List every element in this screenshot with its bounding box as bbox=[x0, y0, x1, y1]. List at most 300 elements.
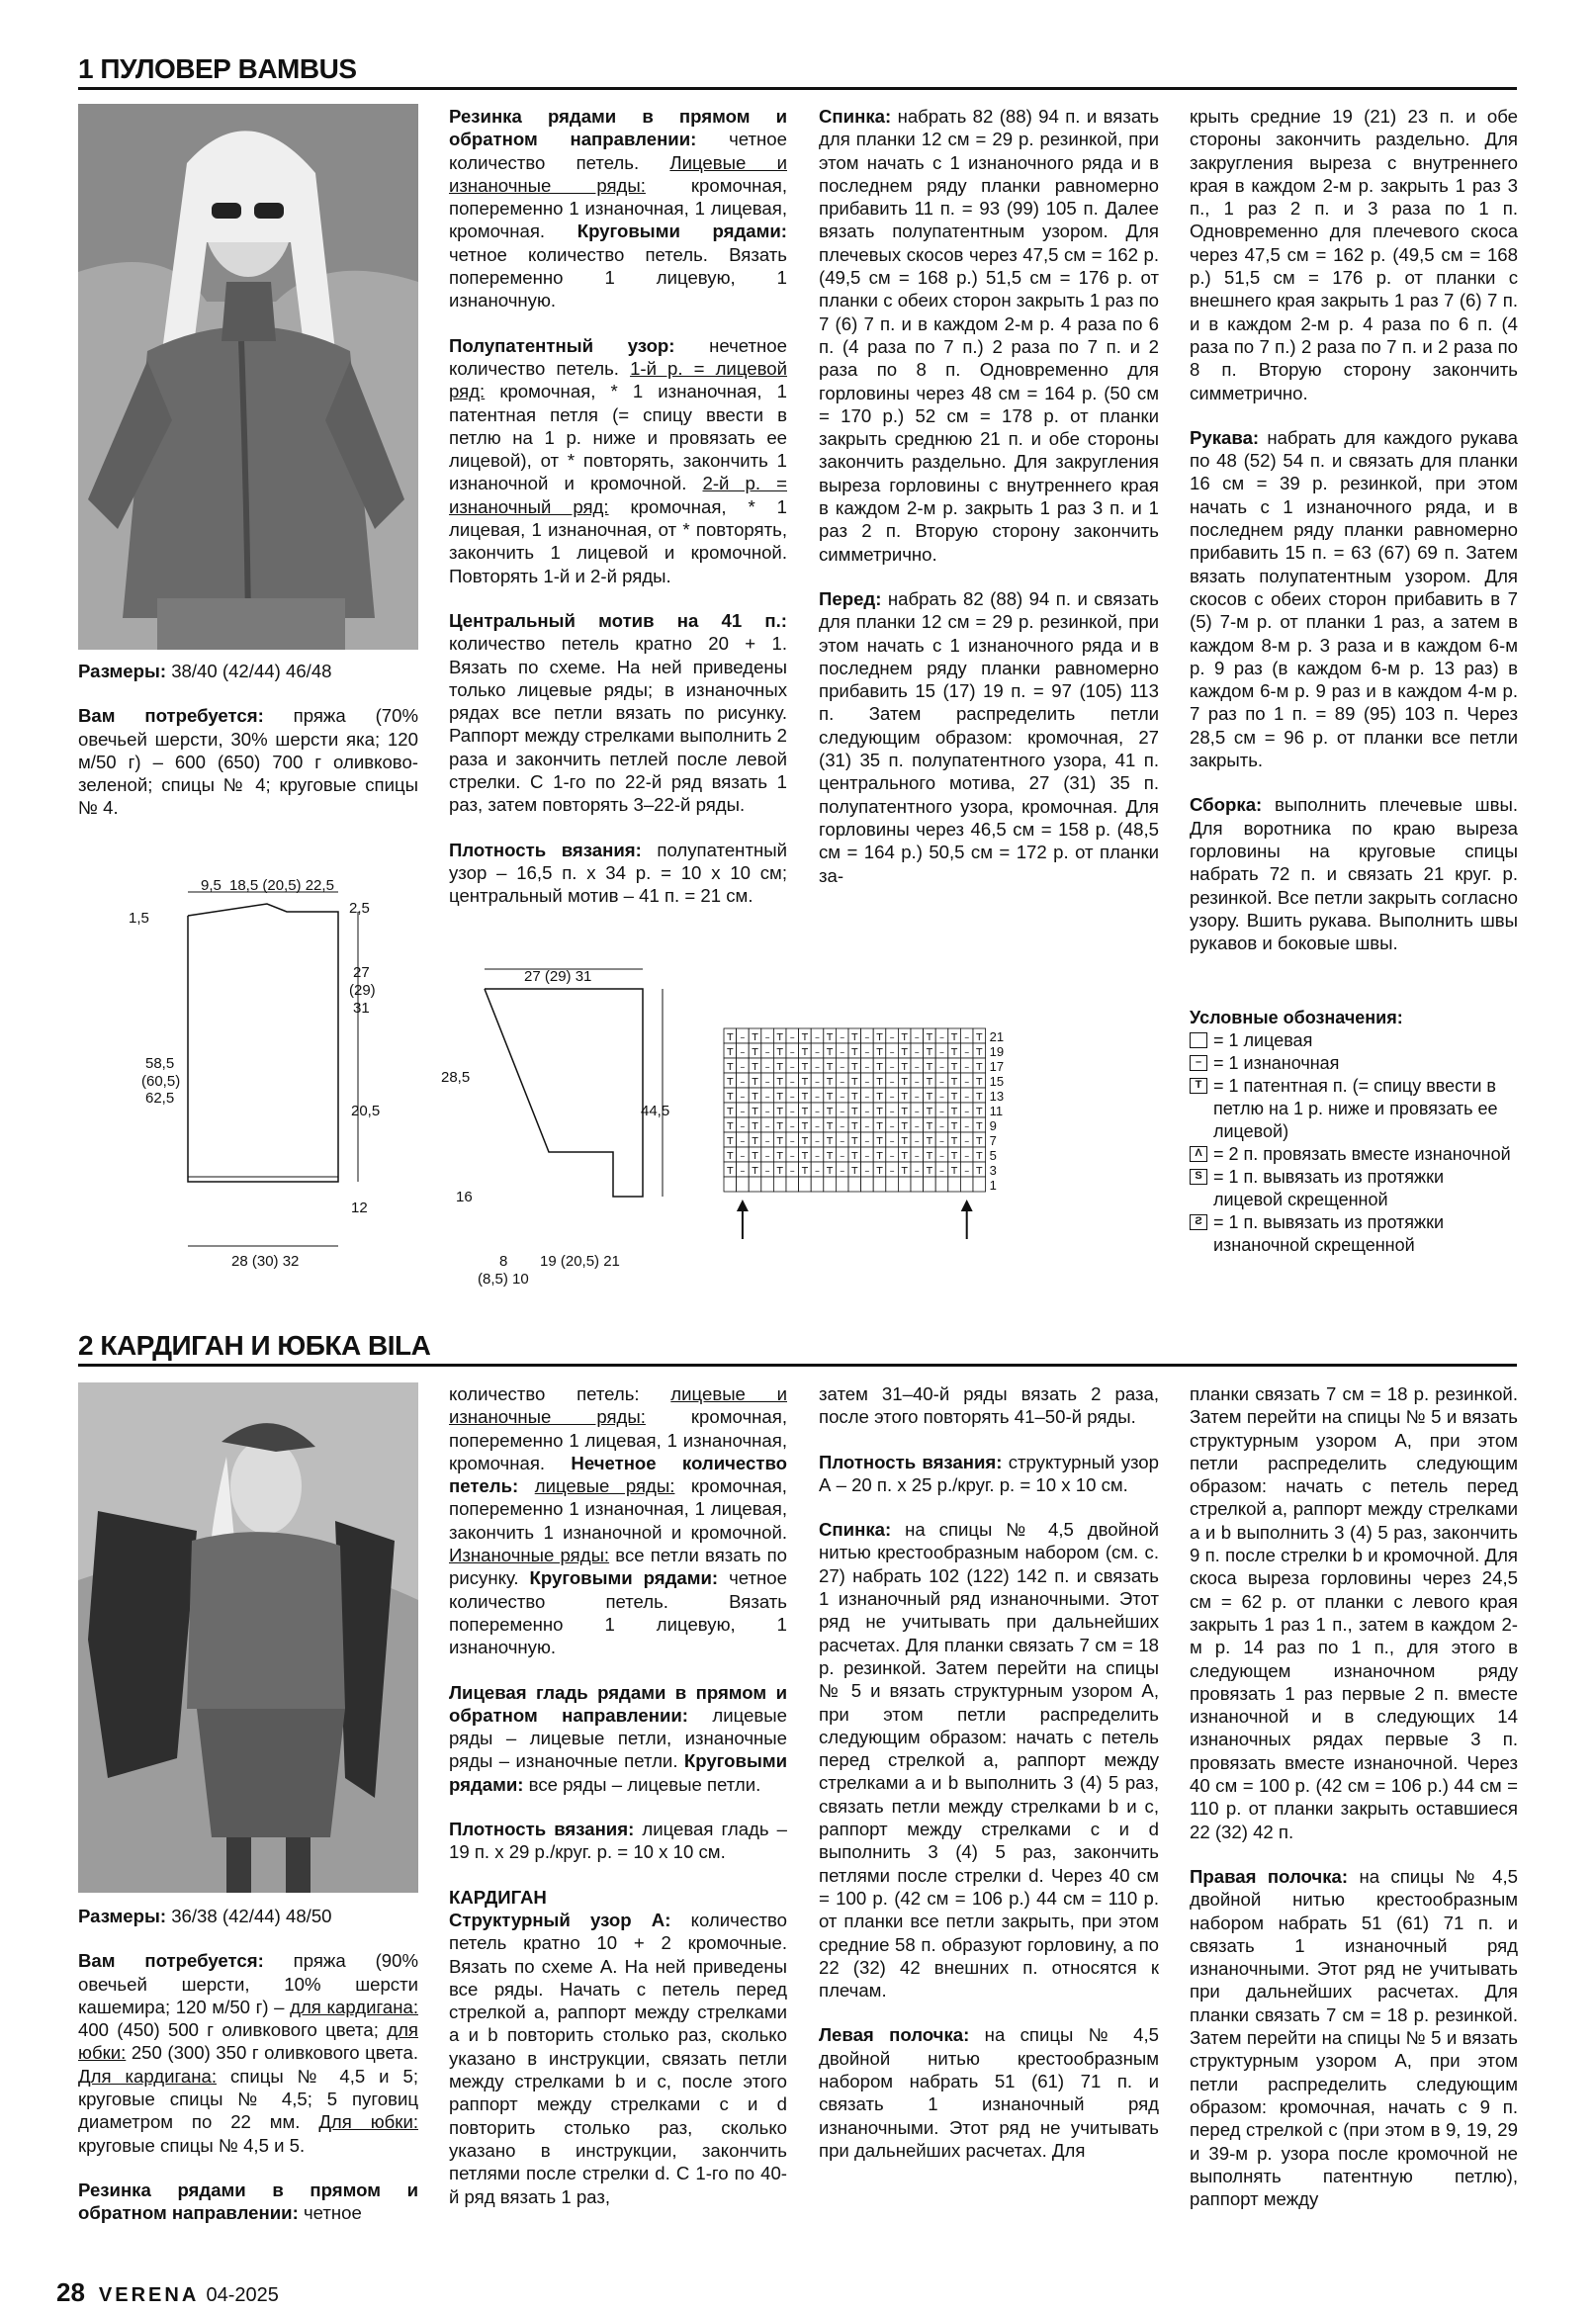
chart-cell bbox=[898, 1103, 911, 1117]
chart-cell bbox=[960, 1117, 973, 1132]
chart-cell bbox=[948, 1162, 961, 1177]
svg-text:T: T bbox=[901, 1121, 908, 1132]
cardigan-heading: КАРДИГАН bbox=[449, 1886, 547, 1908]
svg-text:T: T bbox=[926, 1121, 932, 1132]
chart-cell bbox=[749, 1088, 761, 1103]
chart-cell bbox=[848, 1043, 861, 1058]
rib-round-label: Круговыми рядами: bbox=[576, 221, 787, 242]
dim-right-upper: 27 bbox=[353, 964, 370, 981]
dim-right-upper2: (29) bbox=[349, 982, 376, 999]
chart-cell bbox=[811, 1028, 824, 1043]
svg-text:T: T bbox=[976, 1077, 983, 1088]
chart-cell bbox=[873, 1043, 886, 1058]
svg-text:–: – bbox=[764, 1092, 770, 1103]
chart-cell bbox=[873, 1147, 886, 1162]
svg-text:T: T bbox=[727, 1062, 734, 1073]
s2-col3 bbox=[819, 1382, 1159, 2183]
chart-row-label: 7 bbox=[989, 1133, 997, 1148]
dim-right-low: 12 bbox=[351, 1200, 368, 1216]
svg-text:–: – bbox=[789, 1151, 795, 1162]
svg-text:–: – bbox=[964, 1151, 970, 1162]
svg-text:T: T bbox=[801, 1062, 808, 1073]
chart-cell bbox=[811, 1073, 824, 1088]
chart-cell bbox=[724, 1177, 737, 1192]
chart-cell bbox=[960, 1073, 973, 1088]
svg-text:T: T bbox=[926, 1047, 932, 1058]
m1-knit-symbol-icon: S bbox=[1190, 1169, 1207, 1185]
arrow-up-icon bbox=[961, 1200, 973, 1239]
svg-text:T: T bbox=[827, 1047, 834, 1058]
svg-text:T: T bbox=[801, 1151, 808, 1162]
svg-text:T: T bbox=[851, 1077, 858, 1088]
svg-text:T: T bbox=[801, 1107, 808, 1117]
rib-text: все петли вязать по рисунку. bbox=[449, 1545, 788, 1589]
chart-cell bbox=[761, 1058, 774, 1073]
chart-cell bbox=[824, 1058, 837, 1073]
chart-cell bbox=[960, 1147, 973, 1162]
svg-text:–: – bbox=[840, 1092, 845, 1103]
svg-text:T: T bbox=[827, 1062, 834, 1073]
chart-cell bbox=[724, 1073, 737, 1088]
chart-cell bbox=[773, 1177, 786, 1192]
chart-cell bbox=[973, 1043, 986, 1058]
svg-text:–: – bbox=[789, 1032, 795, 1043]
svg-text:–: – bbox=[964, 1136, 970, 1147]
chart-cell bbox=[886, 1117, 899, 1132]
svg-text:–: – bbox=[914, 1121, 920, 1132]
chart-row-label: 13 bbox=[989, 1089, 1005, 1104]
svg-text:–: – bbox=[914, 1062, 920, 1073]
back-title: Спинка: bbox=[819, 106, 892, 127]
svg-text:–: – bbox=[914, 1047, 920, 1058]
chart-cell bbox=[786, 1132, 799, 1147]
svg-text:–: – bbox=[764, 1151, 770, 1162]
rib-text: четное bbox=[303, 2202, 362, 2224]
struct-title: Структурный узор А: bbox=[449, 1909, 671, 1930]
chart-cell bbox=[861, 1177, 874, 1192]
section-title-1: 1 ПУЛОВЕР BAMBUS bbox=[78, 53, 357, 84]
chart-cell bbox=[886, 1103, 899, 1117]
chart-cell bbox=[761, 1132, 774, 1147]
chart-cell bbox=[773, 1147, 786, 1162]
left-front-title: Левая полочка: bbox=[819, 2024, 970, 2046]
chart-cell bbox=[749, 1028, 761, 1043]
svg-text:T: T bbox=[752, 1047, 758, 1058]
chart-cell bbox=[836, 1177, 848, 1192]
svg-text:–: – bbox=[889, 1077, 895, 1088]
svg-text:T: T bbox=[776, 1092, 783, 1103]
chart-cell bbox=[749, 1162, 761, 1177]
sleeve-dim-left: 28,5 bbox=[441, 1069, 471, 1086]
right-front-text: на спицы № 4,5 двойной нитью крестообразным набором набрать 51 (61) 71 п. и связать 1 изнаночный ряд изнаночными. Этот ряд не учитывать при дальнейших расчетах. Для планки связать 7 см = 18 р. резинкой. Затем перейти на спицы № 5 и вязать структурным узором А, при этом петли распределить следующим образом: кромочная, начать с 9 п. перед стрелкой с (при этом в 9, 19, 29 и 39-м р. узора после кромочной не выполнять патентную петлю), раппорт между bbox=[1190, 1865, 1518, 2210]
semi-row2: 2-й р. = изнаночный ряд: bbox=[449, 473, 787, 517]
chart-cell bbox=[848, 1028, 861, 1043]
chart-cell bbox=[799, 1177, 812, 1192]
page-footer bbox=[56, 2277, 279, 2308]
legend-item: T = 1 патентная п. (= спицу ввести в петлю на 1 р. ниже и провязать ее лицевой) bbox=[1190, 1075, 1516, 1143]
chart-cell bbox=[898, 1162, 911, 1177]
svg-text:–: – bbox=[740, 1047, 746, 1058]
purl-symbol-icon: – bbox=[1190, 1055, 1207, 1071]
chart-cell bbox=[924, 1043, 936, 1058]
svg-text:T: T bbox=[951, 1166, 958, 1177]
assembly-text: выполнить плечевые швы. Для воротника по краю выреза горловины на круговые спицы набрать 72 п. и связать 21 круг. р. резинкой. Все петли закрыть согласно узору. Вшить рукава. Выполнить швы рукавов и боковые швы. bbox=[1190, 794, 1518, 954]
rib-subhead: Изнаночные ряды: bbox=[449, 1545, 610, 1566]
chart-cell bbox=[811, 1147, 824, 1162]
svg-text:–: – bbox=[964, 1062, 970, 1073]
svg-text:T: T bbox=[951, 1092, 958, 1103]
chart-row-label: 1 bbox=[989, 1178, 997, 1193]
chart-cell bbox=[873, 1177, 886, 1192]
back-text: на спицы № 4,5 двойной нитью крестообразным набором (см. с. 27) набрать 102 (122) 142 п. и связать 1 изнаночный ряд изнаночными. Этот ряд не учитывать при дальнейших расчетах. Для планки связать 7 см = 18 р. резинкой. Затем перейти на спицы № 5 и вязать структурным узором А, при этом петли распределить следующим образом: начать с петель перед стрелкой а, раппорт между стрелками а и b выполнить 3 (4) 5 раз, связать петли между стрелками b и c, раппорт между стрелками c и d выполнить 3 (4) 5 раз, закончить петлями после стрелки d. Через 40 см = 100 р. (42 см = 106 р.) 44 см = 110 р. от планки все петли закрыть, при этом средние 58 п. образуют горловину, а по 22 (32) 42 внешних п. относятся к плечам. bbox=[819, 1519, 1159, 2002]
svg-text:–: – bbox=[764, 1121, 770, 1132]
back-text: набрать 82 (88) 94 п. и вязать для планки 12 см = 29 р. резинкой, при этом начать с 1 изнаночного ряда и в последнем ряду планки равномерно прибавить 11 п. = 93 (99) 105 п. Далее вязать полупатентным узором. Для плечевых скосов через 47,5 см = 162 р. (49,5 см = 168 р.) 51,5 см = 176 р. от планки с обеих сторон закрыть 1 раз по 7 (6) 7 п. и в каждом 2-м р. 4 раза по 6 п. (4 раза по 7 п.) 2 раза по 7 п. и 2 раза по 8 п. Одновременно для горловины через 48 см = 164 р. (50 см = 170 р.) 52 см = 178 р. от планки закрыть среднюю 21 п. и обе стороны закончить раздельно. Для закругления выреза горловины с внутреннего края в каждом 2-м р. закрыть 1 раз 3 п. и 1 раз 2 п. Вторую сторону закончить симметрично. bbox=[819, 106, 1160, 565]
svg-text:T: T bbox=[801, 1166, 808, 1177]
chart-cell bbox=[811, 1043, 824, 1058]
svg-text:T: T bbox=[801, 1136, 808, 1147]
chart-cell bbox=[799, 1162, 812, 1177]
assembly-title: Сборка: bbox=[1190, 794, 1263, 816]
chart-cell bbox=[960, 1058, 973, 1073]
chart-cell bbox=[724, 1088, 737, 1103]
chart-cell bbox=[898, 1058, 911, 1073]
svg-text:T: T bbox=[851, 1092, 858, 1103]
svg-text:T: T bbox=[752, 1032, 758, 1043]
svg-text:T: T bbox=[926, 1062, 932, 1073]
svg-text:T: T bbox=[876, 1107, 883, 1117]
svg-text:–: – bbox=[864, 1151, 870, 1162]
chart-cell bbox=[737, 1073, 750, 1088]
svg-text:–: – bbox=[740, 1062, 746, 1073]
chart-cell bbox=[935, 1073, 948, 1088]
chart-cell bbox=[960, 1103, 973, 1117]
chart-cell bbox=[973, 1058, 986, 1073]
svg-text:–: – bbox=[939, 1151, 944, 1162]
chart-cell bbox=[935, 1132, 948, 1147]
svg-text:–: – bbox=[740, 1107, 746, 1117]
svg-text:–: – bbox=[964, 1166, 970, 1177]
rib-title: Резинка рядами в прямом и обратном направлении: bbox=[78, 2179, 418, 2224]
sleeve-dim-right: 44,5 bbox=[641, 1103, 670, 1119]
semi-text: кромочная, * 1 лицевая, 1 изнаночная, от * повторять, закончить 1 лицевой и кромочной. Повторять 1-й и 2-й ряды. bbox=[449, 495, 788, 586]
chart-cell bbox=[911, 1147, 924, 1162]
chart-cell bbox=[924, 1132, 936, 1147]
back-title: Спинка: bbox=[819, 1519, 892, 1541]
svg-text:T: T bbox=[976, 1092, 983, 1103]
gauge-text: структурный узор А – 20 п. х 25 р./круг. р. = 10 х 10 см. bbox=[819, 1451, 1159, 1495]
svg-text:–: – bbox=[815, 1062, 820, 1073]
svg-text:T: T bbox=[851, 1151, 858, 1162]
legend-item: Ƨ = 1 п. вывязать из протяжки изнаночной скрещенной bbox=[1190, 1211, 1516, 1257]
chart-cell bbox=[886, 1147, 899, 1162]
chart-cell bbox=[799, 1147, 812, 1162]
chart-cell bbox=[836, 1162, 848, 1177]
svg-text:–: – bbox=[864, 1047, 870, 1058]
chart-cell bbox=[749, 1132, 761, 1147]
chart-cell bbox=[724, 1132, 737, 1147]
materials-label: Вам потребуется: bbox=[78, 1950, 264, 1972]
chart-cell bbox=[724, 1043, 737, 1058]
svg-text:T: T bbox=[976, 1136, 983, 1147]
chart-cell bbox=[935, 1058, 948, 1073]
sleeve-dim-bottom-b: 19 (20,5) 21 bbox=[540, 1253, 620, 1270]
chart-cell bbox=[811, 1162, 824, 1177]
motif-text: количество петель кратно 20 + 1. Вязать по схеме. На ней приведены только лицевые ряды; в изнаночных рядах все петли вязать по рисунку. Раппорт между стрелками выполнить 2 раза и закончить петлей после левой стрелки. С 1-го по 22-й ряд вязать 1 раз, затем повторять 3–22-й ряды. bbox=[449, 633, 787, 816]
rib-text: четное количество петель. Вязать попеременно 1 лицевую, 1 изнаночную. bbox=[449, 1567, 787, 1658]
chart-cell bbox=[724, 1162, 737, 1177]
svg-text:–: – bbox=[939, 1047, 944, 1058]
svg-text:–: – bbox=[840, 1047, 845, 1058]
chart-cell bbox=[773, 1103, 786, 1117]
chart-cell bbox=[824, 1088, 837, 1103]
svg-text:–: – bbox=[914, 1032, 920, 1043]
svg-text:T: T bbox=[727, 1136, 734, 1147]
svg-text:–: – bbox=[815, 1092, 820, 1103]
left-front-text: на спицы № 4,5 двойной нитью крестообразным набором набрать 51 (61) 71 п. и связать 1 изнаночный ряд изнаночными. Этот ряд не учитывать при дальнейших расчетах. Для bbox=[819, 2024, 1160, 2161]
svg-text:T: T bbox=[801, 1032, 808, 1043]
dim-left-total: 58,5 bbox=[145, 1055, 175, 1072]
chart-cell bbox=[924, 1073, 936, 1088]
svg-text:T: T bbox=[976, 1047, 983, 1058]
chart-cell bbox=[898, 1043, 911, 1058]
svg-text:T: T bbox=[851, 1121, 858, 1132]
chart-cell bbox=[773, 1117, 786, 1132]
svg-text:–: – bbox=[764, 1107, 770, 1117]
chart-cell bbox=[935, 1162, 948, 1177]
svg-text:–: – bbox=[740, 1092, 746, 1103]
svg-text:–: – bbox=[889, 1092, 895, 1103]
svg-text:T: T bbox=[976, 1151, 983, 1162]
legend-item: = 1 лицевая bbox=[1190, 1029, 1516, 1052]
stockinette-text: все ряды – лицевые петли. bbox=[528, 1773, 761, 1795]
svg-text:T: T bbox=[776, 1136, 783, 1147]
chart-cell bbox=[898, 1147, 911, 1162]
svg-text:–: – bbox=[764, 1032, 770, 1043]
chart-cell bbox=[773, 1028, 786, 1043]
chart-cell bbox=[737, 1058, 750, 1073]
chart-cell bbox=[824, 1117, 837, 1132]
chart-cell bbox=[911, 1043, 924, 1058]
rib-text: четное количество петель. Вязать попеременно 1 лицевую, 1 изнаночную. bbox=[449, 243, 787, 311]
chart-cell bbox=[836, 1028, 848, 1043]
chart-cell bbox=[824, 1028, 837, 1043]
svg-text:T: T bbox=[827, 1121, 834, 1132]
chart-cell bbox=[811, 1117, 824, 1132]
svg-text:T: T bbox=[876, 1166, 883, 1177]
chart-cell bbox=[737, 1088, 750, 1103]
chart-cell bbox=[898, 1073, 911, 1088]
svg-text:T: T bbox=[727, 1047, 734, 1058]
chart-cell bbox=[873, 1028, 886, 1043]
s2-col4 bbox=[1190, 1382, 1518, 2232]
svg-text:–: – bbox=[889, 1047, 895, 1058]
chart-cell bbox=[737, 1132, 750, 1147]
svg-text:T: T bbox=[776, 1151, 783, 1162]
chart-cell bbox=[737, 1103, 750, 1117]
s1-col4 bbox=[1190, 105, 1518, 976]
svg-text:T: T bbox=[876, 1151, 883, 1162]
svg-text:–: – bbox=[889, 1166, 895, 1177]
svg-text:–: – bbox=[964, 1047, 970, 1058]
chart-cell bbox=[960, 1043, 973, 1058]
chart-cell bbox=[973, 1028, 986, 1043]
svg-text:T: T bbox=[752, 1107, 758, 1117]
svg-text:T: T bbox=[776, 1062, 783, 1073]
legend bbox=[1190, 1007, 1516, 1257]
chart-cell bbox=[848, 1058, 861, 1073]
chart-cell bbox=[848, 1132, 861, 1147]
s1-col1 bbox=[78, 660, 418, 842]
chart-row-label: 21 bbox=[989, 1029, 1005, 1044]
stockinette-text: лицевые ряды – лицевые петли, изнаночные ряды – изнаночные петли. bbox=[449, 1704, 787, 1772]
svg-text:–: – bbox=[815, 1032, 820, 1043]
svg-text:T: T bbox=[926, 1032, 932, 1043]
svg-text:–: – bbox=[964, 1032, 970, 1043]
chart-cell bbox=[861, 1117, 874, 1132]
chart-cell bbox=[948, 1088, 961, 1103]
chart-cell bbox=[799, 1058, 812, 1073]
svg-text:–: – bbox=[964, 1077, 970, 1088]
svg-text:T: T bbox=[827, 1107, 834, 1117]
svg-text:T: T bbox=[827, 1151, 834, 1162]
svg-text:T: T bbox=[752, 1151, 758, 1162]
chart-cell bbox=[799, 1028, 812, 1043]
svg-text:T: T bbox=[901, 1062, 908, 1073]
svg-text:T: T bbox=[951, 1151, 958, 1162]
chart-cell bbox=[737, 1043, 750, 1058]
chart-cell bbox=[761, 1177, 774, 1192]
svg-text:T: T bbox=[727, 1151, 734, 1162]
materials-text: круговые спицы № 4,5 и 5. bbox=[78, 2134, 306, 2156]
svg-text:–: – bbox=[789, 1121, 795, 1132]
svg-text:–: – bbox=[840, 1151, 845, 1162]
chart-cell bbox=[861, 1103, 874, 1117]
materials-text: 400 (450) 500 г оливкового цвета; bbox=[78, 2019, 379, 2041]
svg-text:T: T bbox=[876, 1077, 883, 1088]
svg-text:–: – bbox=[789, 1092, 795, 1103]
semi-text: нечетное количество петель. bbox=[449, 334, 787, 379]
svg-text:T: T bbox=[926, 1092, 932, 1103]
materials-subhead: для кардигана: bbox=[290, 1996, 418, 2017]
svg-text:T: T bbox=[851, 1166, 858, 1177]
svg-text:–: – bbox=[939, 1136, 944, 1147]
chart-cell bbox=[749, 1043, 761, 1058]
chart-cell bbox=[886, 1162, 899, 1177]
chart-cell bbox=[773, 1132, 786, 1147]
svg-text:T: T bbox=[776, 1166, 783, 1177]
svg-text:–: – bbox=[815, 1151, 820, 1162]
svg-text:T: T bbox=[727, 1032, 734, 1043]
chart-cell bbox=[973, 1117, 986, 1132]
svg-text:T: T bbox=[926, 1151, 932, 1162]
chart-cell bbox=[935, 1088, 948, 1103]
rib-subhead: лицевые и изнаночные ряды: bbox=[449, 1383, 787, 1428]
chart-cell bbox=[786, 1117, 799, 1132]
chart-cell bbox=[749, 1073, 761, 1088]
chart-cell bbox=[749, 1177, 761, 1192]
chart-cell bbox=[935, 1028, 948, 1043]
chart-row-label: 5 bbox=[989, 1148, 997, 1163]
svg-text:T: T bbox=[926, 1107, 932, 1117]
svg-text:T: T bbox=[776, 1107, 783, 1117]
svg-text:–: – bbox=[939, 1166, 944, 1177]
chart-cell bbox=[898, 1132, 911, 1147]
chart-row-label: 15 bbox=[989, 1074, 1005, 1089]
chart-cell bbox=[861, 1147, 874, 1162]
section-rule-1 bbox=[78, 87, 1517, 90]
sizes-value: 36/38 (42/44) 48/50 bbox=[171, 1906, 332, 1926]
materials-subhead: Для юбки: bbox=[318, 2111, 418, 2133]
svg-text:T: T bbox=[976, 1032, 983, 1043]
chart-cell bbox=[824, 1103, 837, 1117]
svg-text:–: – bbox=[939, 1107, 944, 1117]
chart-row-label: 17 bbox=[989, 1059, 1005, 1074]
chart-cell bbox=[824, 1073, 837, 1088]
chart-cell bbox=[737, 1117, 750, 1132]
svg-text:–: – bbox=[764, 1062, 770, 1073]
chart-cell bbox=[924, 1103, 936, 1117]
chart-cell bbox=[948, 1117, 961, 1132]
chart-cell bbox=[886, 1088, 899, 1103]
svg-text:–: – bbox=[740, 1166, 746, 1177]
svg-text:T: T bbox=[901, 1107, 908, 1117]
gauge-title: Плотность вязания: bbox=[449, 839, 642, 860]
svg-text:–: – bbox=[964, 1107, 970, 1117]
s1-col2 bbox=[449, 105, 787, 930]
svg-text:T: T bbox=[901, 1136, 908, 1147]
sleeve-dim-bottom-a: 8 bbox=[499, 1253, 508, 1270]
chart-cell bbox=[948, 1073, 961, 1088]
dim-left-total2: (60,5) bbox=[141, 1073, 181, 1090]
materials-label: Вам потребуется: bbox=[78, 705, 264, 727]
svg-text:–: – bbox=[789, 1047, 795, 1058]
chart-cell bbox=[811, 1103, 824, 1117]
chart-cell bbox=[960, 1132, 973, 1147]
svg-text:–: – bbox=[964, 1121, 970, 1132]
chart-cell bbox=[886, 1058, 899, 1073]
chart-cell bbox=[924, 1088, 936, 1103]
chart-cell bbox=[786, 1073, 799, 1088]
sleeve-title: Рукава: bbox=[1190, 426, 1260, 448]
svg-text:T: T bbox=[752, 1136, 758, 1147]
chart-cell bbox=[924, 1147, 936, 1162]
dim-right-mid: 20,5 bbox=[351, 1103, 381, 1119]
svg-text:–: – bbox=[864, 1136, 870, 1147]
svg-text:–: – bbox=[815, 1166, 820, 1177]
chart-cell bbox=[799, 1043, 812, 1058]
svg-text:T: T bbox=[951, 1136, 958, 1147]
chart-cell bbox=[973, 1103, 986, 1117]
legend-item: Ʌ = 2 п. провязать вместе изнаночной bbox=[1190, 1143, 1516, 1166]
chart-cell bbox=[848, 1177, 861, 1192]
chart-cell bbox=[924, 1028, 936, 1043]
svg-text:T: T bbox=[951, 1107, 958, 1117]
gauge-text: полупатентный узор – 16,5 п. х 34 р. = 10 х 10 см; центральный мотив – 41 п. = 21 см. bbox=[449, 839, 787, 907]
chart-cell bbox=[911, 1103, 924, 1117]
svg-text:–: – bbox=[840, 1062, 845, 1073]
dim-top-a: 9,5 bbox=[201, 877, 222, 894]
chart-cell bbox=[848, 1117, 861, 1132]
chart-cell bbox=[861, 1043, 874, 1058]
svg-text:T: T bbox=[901, 1092, 908, 1103]
svg-text:T: T bbox=[752, 1166, 758, 1177]
sizes-value: 38/40 (42/44) 46/48 bbox=[171, 661, 332, 681]
chart-cell bbox=[761, 1117, 774, 1132]
chart-cell bbox=[811, 1058, 824, 1073]
svg-text:T: T bbox=[951, 1062, 958, 1073]
chart-cell bbox=[886, 1028, 899, 1043]
front-text: набрать 82 (88) 94 п. и связать для планки 12 см = 29 р. резинкой, при этом начать с 1 изнаночного ряда и в последнем ряду планки равномерно прибавить 15 (17) 19 п. = 97 (105) 113 п. Затем распределить петли следующим образом: кромочная, 27 (31) 35 п. полупатентного узора, 41 п. центрального мотива, 27 (31) 35 п. полупатентного узора, кромочная. Для горловины через 46,5 см = 158 р. (48,5 см = 164 р.) 50,5 см = 172 р. от планки за- bbox=[819, 587, 1159, 886]
